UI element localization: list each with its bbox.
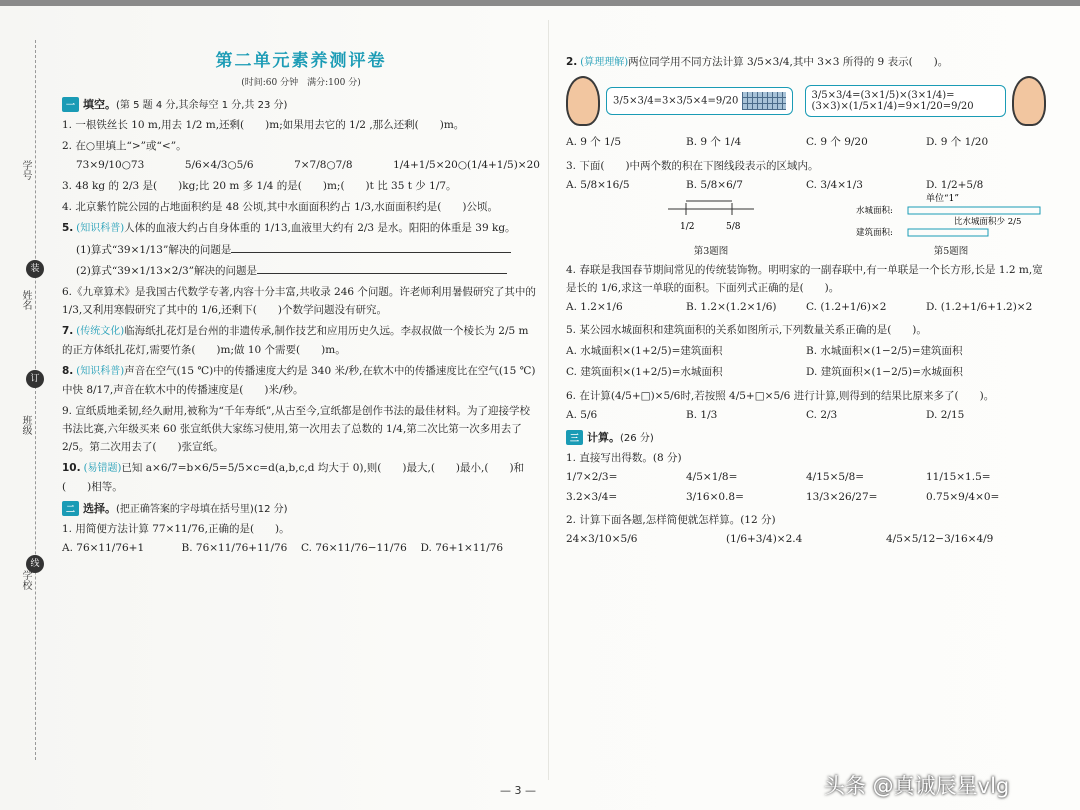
question-6: 6.《九章算术》是我国古代数学专著,内容十分丰富,共收录 246 个问题。许老师利用暑假研究了其中的 1/3,又利用寒假研究了其中的 1/6,还剩下( )个数学问题没有研究。 (62, 286, 536, 316)
calc-item: 4/5×5/12−3/16×4/9 (886, 533, 994, 545)
choice-3-options (566, 179, 1046, 191)
figures-row (566, 194, 1046, 257)
question-5b (62, 262, 540, 280)
question-5-text: 人体的血液大约占自身体重的 1/13,血液里大约有 2/3 是水。阳阳的体重是 39 kg。 (124, 222, 516, 234)
binding-line (35, 40, 36, 760)
choice-6-options (566, 409, 1046, 421)
option-a: A. 76×11/76+1 (62, 542, 145, 554)
section-label: 选择。 (83, 502, 117, 515)
water-label: 水城面积: (856, 206, 893, 216)
option-b: B. 1.2×(1.2×1/6) (686, 301, 777, 313)
choice-1: 1. 用简便方法计算 77×11/76,正确的是( )。 (62, 523, 290, 535)
tag-science: (知识科普) (76, 223, 125, 234)
question-4: 4. 北京紫竹院公园的占地面积约是 48 公顷,其中水面面积约占 1/3,水面面积约是( )公顷。 (62, 201, 498, 213)
question-3: 3. 48 kg 的 2/3 是( )kg;比 20 m 多 1/4 的是( )m;( )t 比 35 t 少 1/7。 (62, 180, 457, 192)
q2-item: 73×9/10○73 (76, 159, 145, 171)
option-b: B. 76×11/76+11/76 (181, 542, 288, 554)
option-b: B. 9 个 1/4 (686, 136, 742, 148)
option-c: C. 9 个 9/20 (806, 136, 868, 148)
question-5b-text: (2)算式“39×1/13×2/3”解决的问题是 (76, 265, 258, 277)
tag-science: (知识科普) (76, 366, 125, 377)
option-a: A. 水城面积×(1+2/5)=建筑面积 (566, 345, 723, 357)
option-b: B. 1/3 (686, 409, 718, 421)
left-column (62, 40, 540, 562)
option-c: C. 3/4×1/3 (806, 179, 863, 191)
option-c: C. 76×11/76−11/76 (301, 542, 407, 554)
binding-dot-3: 线 (26, 555, 44, 573)
calc-1-row-1 (566, 471, 1046, 483)
choice-4: 4. 春联是我国春节期间常见的传统装饰物。明明家的一副春联中,有一单联是一个长方形,长是 1.2 m,宽是长的 1/6,求这一单联的面积。下面列式正确的是( )。 (566, 264, 1043, 294)
option-d: D. 1/2+5/8 (926, 179, 984, 191)
option-d: D. 76+1×11/76 (420, 542, 504, 554)
speech-bubble-left (606, 87, 793, 115)
boy-avatar-icon (1012, 76, 1046, 126)
section-number-badge: 三 (566, 430, 583, 445)
answer-line[interactable] (257, 263, 507, 274)
choice-2-illustration (566, 76, 1046, 126)
girl-avatar-icon (566, 76, 600, 126)
q2-items (62, 159, 540, 171)
option-a: A. 1.2×1/6 (566, 301, 623, 313)
figure-3 (666, 197, 756, 257)
choice-5: 5. 某公园水城面积和建筑面积的关系如图所示,下列数量关系正确的是( )。 (566, 324, 927, 336)
bubble-left-text: 3/5×3/4=3×3/5×4=9/20 (613, 95, 739, 107)
answer-line[interactable] (231, 242, 511, 253)
choice-4-options (566, 301, 1046, 313)
calc-item: 3.2×3/4= (566, 491, 618, 503)
choice-2-options (566, 134, 1046, 149)
question-10-text: 已知 a×6/7=b×6/5=5/5×c=d(a,b,c,d 均大于 0),则( )最大,( )最小,( )和( )相等。 (62, 462, 525, 493)
page-title: 第二单元素养测评卷 (215, 51, 387, 71)
question-2: 2. 在○里填上“>”或“<”。 (62, 140, 187, 152)
section-number-badge: 二 (62, 501, 79, 516)
option-c: C. 建筑面积×(1+2/5)=水城面积 (566, 366, 723, 378)
option-d: D. 9 个 1/20 (926, 136, 989, 148)
right-column (566, 50, 1046, 553)
label-school: 学校 (20, 570, 31, 590)
q2-item: 1/4+1/5×20○(1/4+1/5)×20 (393, 159, 540, 171)
question-7-text: 临海纸扎花灯是台州的非遗传承,制作技艺和应用历史久远。李叔叔做一个棱长为 2/5 m 的正方体纸扎花灯,需要竹条( )m;做 10 个需要( )m。 (62, 325, 529, 356)
label-student-number: 学号 (20, 160, 31, 180)
section-label: 计算。 (587, 431, 621, 444)
exam-info: (时间:60 分钟 满分:100 分) (241, 78, 361, 88)
option-d: D. (1.2+1/6+1.2)×2 (926, 301, 1033, 313)
option-a: A. 5/6 (566, 409, 598, 421)
option-d: D. 建筑面积×(1−2/5)=水城面积 (806, 366, 963, 378)
calc-item: 4/15×5/8= (806, 471, 865, 483)
area-bar-diagram (856, 193, 1046, 239)
choice-3: 3. 下面( )中两个数的积在下图线段表示的区域内。 (566, 160, 819, 172)
number-line-diagram (666, 197, 756, 239)
choice-2-text: 两位同学用不同方法计算 3/5×3/4,其中 3×3 所得的 9 表示( )。 (628, 56, 949, 68)
option-c: C. 2/3 (806, 409, 838, 421)
question-10: 10. (易错题)已知 a×6/7=b×6/5=5/5×c=d(a,b,c,d 均大于 0),则( )最大,( )最小,( )和( )相等。 (62, 462, 525, 493)
q2-item: 5/6×4/3○5/6 (184, 159, 254, 171)
calc-2-row (566, 533, 1046, 545)
tick-label: 5/8 (726, 222, 741, 232)
calc-item: (1/6+3/4)×2.4 (726, 533, 803, 545)
center-fold (548, 20, 549, 780)
tick-label: 1/2 (680, 222, 695, 232)
binding-dot-2: 订 (26, 370, 44, 388)
figure-5 (856, 193, 1046, 257)
option-b: B. 5/8×6/7 (686, 179, 743, 191)
question-9: 9. 宣纸质地柔韧,经久耐用,被称为“千年寿纸”,从古至今,宣纸都是创作书法的最佳材料。为了迎接学校书法比赛,六年级买来 60 张宣纸供大家练习使用,第一次用去了总数的 1/4,第二次比第一次多用去了 2/5。第二次用去了( )张宣纸。 (62, 405, 530, 453)
choice-2: 2. (算理理解)两位同学用不同方法计算 3/5×3/4,其中 3×3 所得的 9 表示( )。 (566, 56, 949, 68)
calc-item: 0.75×9/4×0= (926, 491, 1000, 503)
choice-6: 6. 在计算(4/5+□)×5/6时,若按照 4/5+□×5/6 进行计算,则得到的结果比原来多了( )。 (566, 390, 995, 402)
section-choice (62, 500, 540, 516)
binding-strip (16, 40, 56, 800)
calc-item: 13/3×26/27= (806, 491, 878, 503)
figure-5-caption: 第5题图 (933, 246, 969, 257)
q2-item: 7×7/8○7/8 (294, 159, 353, 171)
section-note: (把正确答案的字母填在括号里)(12 分) (116, 504, 288, 515)
speech-bubble-right: 3/5×3/4=(3×1/5)×(3×1/4)=(3×3)×(1/5×1/4)=9×1/20=9/20 (805, 85, 1006, 117)
question-7: 7. (传统文化)临海纸扎花灯是台州的非遗传承,制作技艺和应用历史久远。李叔叔做一个棱长为 2/5 m 的正方体纸扎花灯,需要竹条( )m;做 10 个需要( )m。 (62, 325, 529, 356)
calc-item: 3/16×0.8= (686, 491, 744, 503)
tag-error-prone: (易错题) (83, 463, 122, 474)
section-number-badge: 一 (62, 97, 79, 112)
calc-2: 2. 计算下面各题,怎样简便就怎样算。(12 分) (566, 514, 776, 526)
question-5: 5. (知识科普)人体的血液大约占自身体重的 1/13,血液里大约有 2/3 是水。阳阳的体重是 39 kg。 (62, 222, 516, 234)
unit-label: 单位“1” (926, 194, 959, 204)
watermark: 头条 @真诚辰星vlg (824, 774, 1010, 798)
question-1: 1. 一根铁丝长 10 m,用去 1/2 m,还剩( )m;如果用去它的 1/2 ,那么还剩( )m。 (62, 119, 465, 131)
scan-top-edge (0, 0, 1080, 6)
question-8: 8. (知识科普)声音在空气(15 ℃)中的传播速度大约是 340 米/秒,在软木中的传播速度比在空气(15 ℃)中快 8/17,声音在软木中的传播速度是( )米/秒。 (62, 365, 536, 396)
question-8-text: 声音在空气(15 ℃)中的传播速度大约是 340 米/秒,在软木中的传播速度比在空气(15 ℃)中快 8/17,声音在软木中的传播速度是( )米/秒。 (62, 365, 536, 396)
grid-fraction-icon (742, 92, 786, 110)
diff-label: 比水城面积少 2/5 (954, 217, 1022, 227)
figure-3-caption: 第3题图 (693, 246, 729, 257)
calc-1-row-2 (566, 491, 1046, 503)
build-label: 建筑面积: (856, 228, 893, 238)
section-fill-blank (62, 96, 540, 112)
option-b: B. 水城面积×(1−2/5)=建筑面积 (806, 345, 963, 357)
calc-item: 1/7×2/3= (566, 471, 618, 483)
choice-1-options (62, 542, 540, 554)
page-number: — 3 — (500, 784, 536, 797)
option-a: A. 5/8×16/5 (566, 179, 630, 191)
section-calculation (566, 429, 1046, 445)
calc-item: 4/5×1/8= (686, 471, 738, 483)
section-note: (26 分) (620, 433, 654, 444)
binding-dot-1: 装 (26, 260, 44, 278)
label-name: 姓名 (20, 290, 31, 310)
calc-item: 11/15×1.5= (926, 471, 991, 483)
question-5a (62, 241, 540, 259)
choice-5-options (566, 343, 1046, 379)
label-class: 班级 (20, 415, 31, 435)
section-label: 填空。 (83, 98, 117, 111)
option-c: C. (1.2+1/6)×2 (806, 301, 887, 313)
option-d: D. 2/15 (926, 409, 965, 421)
tag-reasoning: (算理理解) (580, 57, 629, 68)
tag-culture: (传统文化) (76, 326, 125, 337)
calc-1: 1. 直接写出得数。(8 分) (566, 452, 682, 464)
option-a: A. 9 个 1/5 (566, 136, 622, 148)
section-note: (第 5 题 4 分,其余每空 1 分,共 23 分) (116, 100, 288, 111)
calc-item: 24×3/10×5/6 (566, 533, 638, 545)
question-5a-text: (1)算式“39×1/13”解决的问题是 (76, 244, 232, 256)
